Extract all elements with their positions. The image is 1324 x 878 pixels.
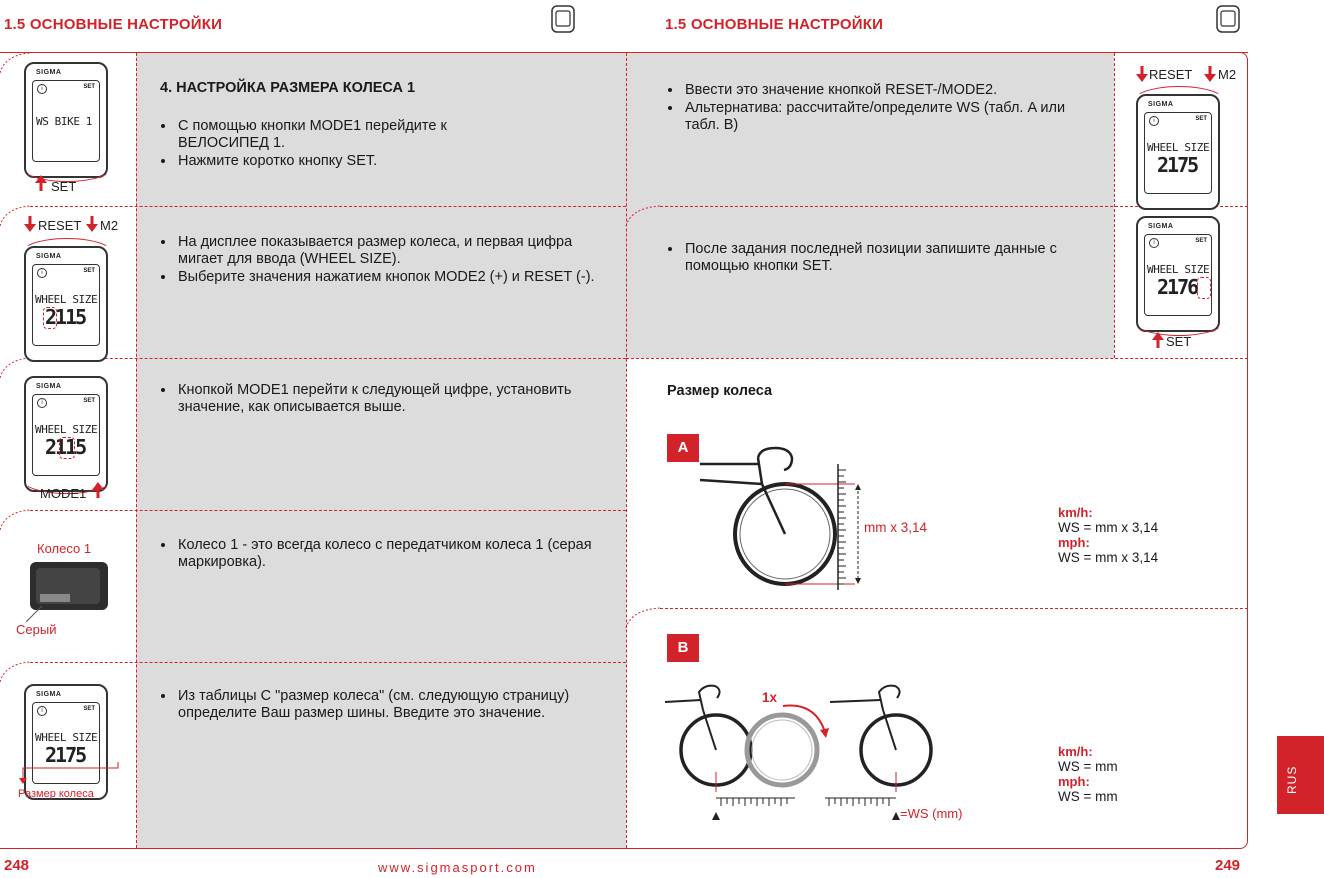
mph-label: mph: — [1058, 535, 1090, 550]
language-tab: RUS — [1277, 736, 1324, 814]
m2-button-label: M2 — [1218, 67, 1237, 82]
website-link[interactable]: www.sigmasport.com — [378, 860, 537, 875]
page-title-right: 1.5 ОСНОВНЫЕ НАСТРОЙКИ — [665, 16, 884, 33]
display-text: WHEEL SIZE — [1147, 263, 1210, 276]
arrow-down-icon — [1136, 66, 1148, 82]
arrow-down-icon — [86, 216, 98, 232]
device-display: SIGMA i SET WHEEL SIZE 2115 — [24, 376, 108, 492]
device-display: SIGMA i SET WHEEL SIZE 2175 — [1136, 94, 1220, 210]
section-heading: 4. НАСТРОЙКА РАЗМЕРА КОЛЕСА 1 — [160, 80, 416, 96]
mph-formula: WS = mm x 3,14 — [1058, 550, 1159, 565]
ws-label: =WS (mm) — [900, 806, 963, 821]
arrow-down-icon — [24, 216, 36, 232]
instruction-list — [158, 117, 506, 170]
display-value: 2175 — [1157, 153, 1198, 177]
wheel1-label: Колесо 1 — [37, 541, 92, 556]
kmh-label: km/h: — [1058, 505, 1093, 520]
device-icon — [1215, 4, 1241, 34]
sigma-logo: SIGMA — [36, 69, 62, 76]
set-button-label: SET — [1166, 334, 1192, 349]
wheel-size-label: Размер колеса — [18, 788, 94, 800]
list-item: • После задания последней позиции запишите данные с помощью кнопки SET. — [683, 240, 1103, 275]
rollout-diagram — [665, 680, 995, 820]
roll-label: 1x — [762, 690, 778, 705]
device-display: SIGMA i SET WHEEL SIZE 2176 — [1136, 216, 1220, 332]
display-value: 2175 — [45, 743, 86, 767]
device-display: SIGMA i SET WHEEL SIZE 2115 — [24, 246, 108, 362]
list-item: • Выберите значения нажатием кнопок MODE2 (+) и RESET (-). — [176, 268, 596, 286]
list-item: • Из таблицы С "размер колеса" (см. следующую страницу) определите Ваш размер шины. Введите это значение. — [176, 687, 576, 722]
display-text: WHEEL SIZE — [1147, 141, 1210, 154]
list-item: • Кнопкой MODE1 перейти к следующей цифре, установить значение, как описывается выше. — [176, 381, 576, 416]
divider-curves — [0, 53, 1248, 853]
display-text: WS BIKE 1 — [36, 115, 93, 128]
list-item: • С помощью кнопки MODE1 перейдите к ВЕЛОСИПЕД 1. — [176, 117, 506, 152]
instruction-list — [158, 381, 576, 416]
page-number-right: 249 — [1215, 857, 1241, 874]
method-a-badge: A — [667, 434, 699, 462]
display-text: WHEEL SIZE — [35, 731, 98, 744]
list-item: • Нажмите коротко кнопку SET. — [176, 152, 506, 170]
display-text: WHEEL SIZE — [35, 293, 98, 306]
kmh-formula: WS = mm x 3,14 — [1058, 520, 1159, 535]
bike-wheel-diagram — [700, 440, 890, 600]
arrow-down-icon — [1204, 66, 1216, 82]
instruction-list — [665, 81, 1103, 134]
blink-indicator — [1197, 277, 1211, 299]
device-display: SIGMA i SET WS BIKE 1 — [24, 62, 108, 178]
wheel-size-heading: Размер колеса — [667, 383, 773, 399]
display-value: 2115 — [45, 305, 86, 329]
arrow-up-icon — [1152, 332, 1164, 348]
list-item: • Колесо 1 - это всегда колесо с передатчиком колеса 1 (серая маркировка). — [176, 536, 616, 571]
arrow-up-icon — [92, 482, 104, 498]
instruction-list — [158, 233, 596, 286]
button-arc — [1132, 304, 1226, 336]
kmh-label: km/h: — [1058, 744, 1093, 759]
set-button-label: SET — [51, 179, 77, 194]
mph-formula: WS = mm — [1058, 789, 1118, 804]
reset-button-label: RESET — [1149, 67, 1193, 82]
list-item: • Альтернатива: рассчитайте/определите WS (табл. A или табл. B) — [683, 99, 1103, 134]
device-icon — [550, 4, 576, 34]
instruction-list — [158, 536, 616, 571]
instruction-list — [665, 240, 1103, 275]
mode1-button-label: MODE1 — [40, 486, 87, 501]
device-display: SIGMA i SET WHEEL SIZE 2175 — [24, 684, 108, 800]
gray-marking-label: Серый — [16, 622, 57, 637]
callout-line — [18, 760, 138, 786]
page-number-left: 248 — [4, 857, 30, 874]
list-item: • На дисплее показывается размер колеса, и первая цифра мигает для ввода (WHEEL SIZE). — [176, 233, 596, 268]
blink-indicator — [59, 437, 75, 459]
list-item: • Ввести это значение кнопкой RESET-/MODE2. — [683, 81, 1103, 99]
m2-button-label: M2 — [100, 218, 119, 233]
measure-label: mm x 3,14 — [864, 520, 928, 535]
kmh-formula: WS = mm — [1058, 759, 1118, 774]
blink-indicator — [43, 307, 57, 329]
display-text: WHEEL SIZE — [35, 423, 98, 436]
method-b-badge: B — [667, 634, 699, 662]
display-value: 2115 — [45, 435, 86, 459]
transmitter-image — [16, 556, 116, 626]
instruction-list — [158, 687, 576, 722]
arrow-up-icon — [35, 175, 47, 191]
page-title-left: 1.5 ОСНОВНЫЕ НАСТРОЙКИ — [4, 16, 223, 33]
reset-button-label: RESET — [38, 218, 82, 233]
mph-label: mph: — [1058, 774, 1090, 789]
display-value: 2176 — [1157, 275, 1198, 299]
